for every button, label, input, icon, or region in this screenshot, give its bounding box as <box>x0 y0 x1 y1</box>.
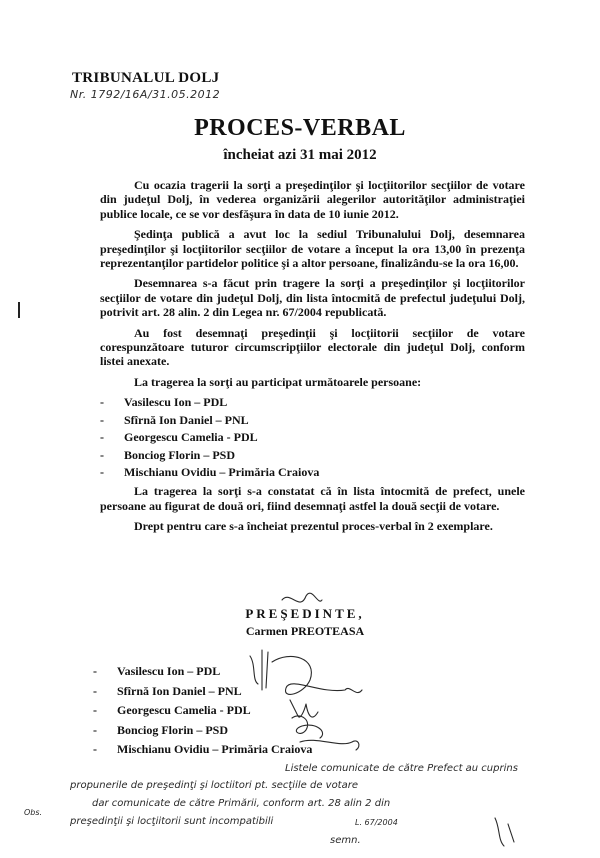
list-item: - Vasilescu Ion – PDL <box>93 664 221 678</box>
registration-number: Nr. 1792/16A/31.05.2012 <box>70 88 221 101</box>
signatory-name: Vasilescu Ion – PDL <box>117 664 221 678</box>
handwritten-note-line: Listele comunicate de către Prefect au cuprins <box>285 763 518 774</box>
participants-list <box>100 395 525 479</box>
list-item: - Mischianu Ovidiu – Primăria Craiova <box>93 742 313 756</box>
paragraph: La tragerea la sorţi s-a constatat că în lista întocmită de prefect, unele persoane au figurat de două ori, fiind desemnaţi astfel la două secţii de votare. <box>100 484 525 513</box>
list-item: - Mischianu Ovidiu – Primăria Craiova <box>100 464 320 479</box>
president-signature <box>282 593 322 602</box>
list-item: - Bonciog Florin – PSD <box>93 722 229 737</box>
participant-name: Bonciog Florin – PSD <box>124 447 236 462</box>
document-subtitle: încheiat azi 31 mai 2012 <box>223 147 377 163</box>
document-title: PROCES-VERBAL <box>194 115 406 141</box>
handwritten-note-line: dar comunicate de către Primării, conform art. 28 alin 2 din <box>92 798 391 809</box>
paragraph: Drept pentru care s-a încheiat prezentul proces-verbal în 2 exemplare. <box>134 519 493 534</box>
participants-intro: La tragerea la sorţi au participat următoarele persoane: <box>134 374 422 389</box>
signatory-name: Mischianu Ovidiu – Primăria Craiova <box>117 742 313 756</box>
paragraph: Cu ocazia tragerii la sorţi a preşedinţilor şi locţiitorilor secţiilor de votare din judeţul Dolj, în vederea organizării alegerilor autorităţilor administraţiei publice locale, ce se vor desfăşura în data de 10 iunie 2012. <box>100 178 525 221</box>
list-item: - Vasilescu Ion – PDL <box>100 395 228 410</box>
signature-role: PREŞEDINTE, <box>245 606 365 621</box>
paragraph: Şedinţa publică a avut loc la sediul Tribunalului Dolj, desemnarea preşedinţilor şi locţiitorilor secţiilor de votare a început la ora 13,00 în prezenţa reprezentanţilor partidelor politice şi a altor persoane, finalizându-se la ora 16,00. <box>100 227 525 271</box>
signatory-name: Georgescu Camelia - PDL <box>117 703 251 717</box>
participant-name: Mischianu Ovidiu – Primăria Craiova <box>124 464 320 479</box>
list-item: - Georgescu Camelia - PDL <box>93 703 251 717</box>
participant-name: Georgescu Camelia - PDL <box>124 430 258 445</box>
margin-mark <box>18 302 20 318</box>
paragraph: Au fost desemnaţi preşedinţii şi locţiitorii secţiilor de votare corespunzătoare tuturor circumscripţiilor electorale din judeţul Dolj, conform listei anexate. <box>100 325 525 369</box>
list-item: - Bonciog Florin – PSD <box>100 447 236 462</box>
handwritten-note-line: preşedinţii şi locţiitorii sunt incompatibili <box>70 816 274 827</box>
participant-name: Vasilescu Ion – PDL <box>124 395 228 410</box>
handwritten-note-sign: semn. <box>330 835 361 846</box>
list-item: - Sfîrnă Ion Daniel – PNL <box>100 412 249 427</box>
note-signature <box>495 818 514 846</box>
handwritten-note-reference: L. 67/2004 <box>355 818 398 827</box>
handwritten-note-label: Obs. <box>24 808 43 817</box>
signatories-list <box>93 662 312 760</box>
handwritten-note-line: propunerile de preşedinţi şi loctiitori pt. secţiile de votare <box>70 780 358 791</box>
list-item: - Sfîrnă Ion Daniel – PNL <box>93 683 242 698</box>
signatory-name: Sfîrnă Ion Daniel – PNL <box>117 683 242 698</box>
document-body <box>100 178 525 540</box>
signatory-name: Bonciog Florin – PSD <box>117 722 229 737</box>
list-item: - Georgescu Camelia - PDL <box>100 430 258 445</box>
signature-name: Carmen PREOTEASA <box>245 624 365 638</box>
participant-name: Sfîrnă Ion Daniel – PNL <box>124 412 249 427</box>
paragraph: Desemnarea s-a făcut prin tragere la sorţi a preşedinţilor şi locţiitorilor secţiilor de votare din judeţul Dolj, din lista întocmită de prefectul judeţului Dolj, potrivit art. 28 alin. 2 din Legea nr. 67/2004 republicată. <box>100 276 525 320</box>
institution-name: TRIBUNALUL DOLJ <box>72 70 220 86</box>
